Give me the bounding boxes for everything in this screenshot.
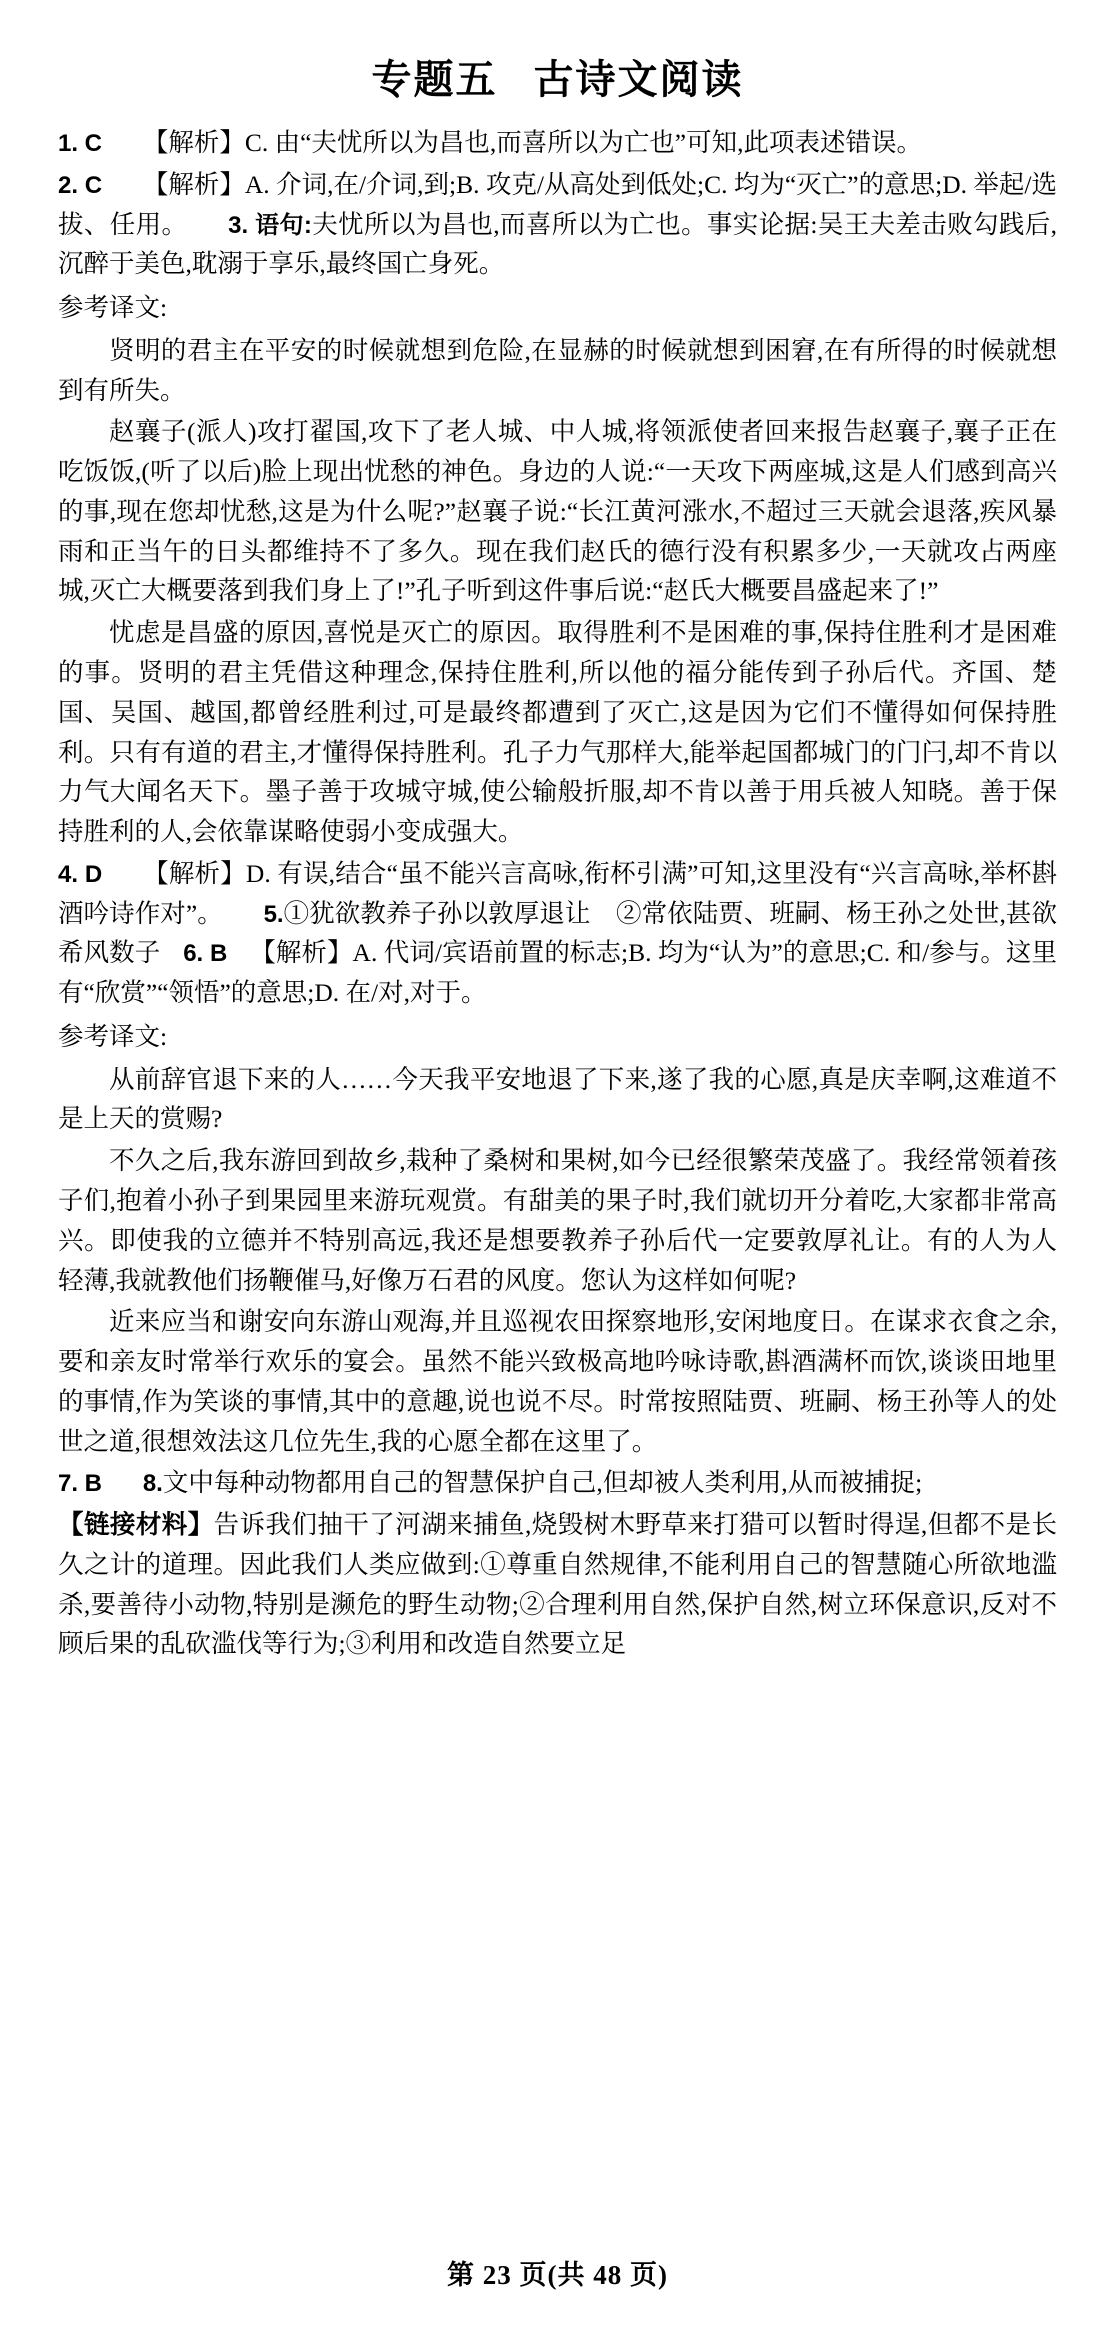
linked-material-label: 【链接材料】 <box>58 1510 214 1540</box>
answer-number-6: 6. B <box>183 940 228 968</box>
answer-text-4: 【解析】D. 有误,结合“虽不能兴言高咏,衔杯引满”可知,这里没有“兴言高咏,举杯斟酒吟诗作对”。 <box>58 858 1057 928</box>
answer-text-5: ①犹欲教养子孙以敦厚退让 ②常依陆贾、班嗣、杨王孙之处世,甚欲希风数子 <box>58 898 1057 968</box>
page-title-sub: 古诗文阅读 <box>533 57 744 102</box>
answer-number-1: 1. C <box>58 130 103 157</box>
answer-item-7 <box>58 1463 1057 1503</box>
answer-item-2 <box>58 165 1057 284</box>
translation-1-para-1: 贤明的君主在平安的时候就想到危险,在显赫的时候就想到困窘,在有所得的时候就想到有所失。 <box>58 335 1057 405</box>
translation-1-para-2: 赵襄子(派人)攻打翟国,攻下了老人城、中人城,将领派使者回来报告赵襄子,襄子正在吃饭饭,(听了以后)脸上现出忧愁的神色。身边的人说:“一天攻下两座城,这是人们感到高兴的事,现在您却忧愁,这是为什么呢?”赵襄子说:“长江黄河涨水,不超过三天就会退落,疾风暴雨和正当午的日头都维持不了多久。现在我们赵氏的德行没有积累多少,一天就攻占两座城,灭亡大概要落到我们身上了!”孔子听到这件事后说:“赵氏大概要昌盛起来了!” <box>58 417 1057 606</box>
translation-2-para-3: 近来应当和谢安向东游山观海,并且巡视农田探察地形,安闲地度日。在谋求衣食之余,要和亲友时常举行欢乐的宴会。虽然不能兴致极高地吟咏诗歌,斟酒满杯而饮,谈谈田地里的事情,作为笑谈的事情,其中的意趣,说也说不尽。时常按照陆贾、班嗣、杨王孙等人的处世之道,很想效法这几位先生,我的心愿全都在这里了。 <box>58 1307 1057 1456</box>
reference-translation-label-2: 参考译文: <box>58 1021 168 1051</box>
answer-text-1: 【解析】C. 由“夫忧所以为昌也,而喜所以为亡也”可知,此项表述错误。 <box>142 128 922 157</box>
page-footer: 第 23 页(共 48 页) <box>447 2260 668 2290</box>
translation-2-para-1: 从前辞官退下来的人……今天我平安地退了下来,遂了我的心愿,真是庆幸啊,这难道不是上天的赏赐? <box>58 1064 1057 1134</box>
answer-text-3: 夫忧所以为昌也,而喜所以为亡也。事实论据:吴王夫差击败勾践后,沉醉于美色,耽溺于享乐,最终国亡身死。 <box>58 209 1057 279</box>
answer-number-4: 4. D <box>58 860 103 888</box>
answer-number-2: 2. C <box>58 171 103 199</box>
answer-number-7: 7. B <box>58 1470 103 1498</box>
answer-item-1 <box>58 123 1057 163</box>
linked-material-paragraph <box>58 1505 1057 1664</box>
linked-material-text: 告诉我们抽干了河湖来捕鱼,烧毁树木野草来打猎可以暂时得逞,但都不是长久之计的道理。因此我们人类应做到:①尊重自然规律,不能利用自己的智慧随心所欲地滥杀,要善待小动物,特别是濒危的野生动物;②合理利用自然,保护自然,树立环保意识,反对不顾后果的乱砍滥伐等行为;③利用和改造自然要立足 <box>58 1510 1057 1659</box>
reference-translation-label-1: 参考译文: <box>58 293 168 323</box>
answer-number-5: 5. <box>263 900 284 928</box>
answer-number-8: 8. <box>142 1470 163 1498</box>
translation-2-para-2: 不久之后,我东游回到故乡,栽种了桑树和果树,如今已经很繁荣茂盛了。我经常领着孩子们,抱着小孙子到果园里来游玩观赏。有甜美的果子时,我们就切开分着吃,大家都非常高兴。即使我的立德并不特别高远,我还是想要教养子孙后代一定要敦厚礼让。有的人为人轻薄,我就教他们扬鞭催马,好像万石君的风度。您认为这样如何呢? <box>58 1146 1057 1295</box>
answer-text-6: 【解析】A. 代词/宾语前置的标志;B. 均为“认为”的意思;C. 和/参与。这里有“欣赏”“领悟”的意思;D. 在/对,对于。 <box>58 938 1057 1008</box>
answer-item-4 <box>58 854 1057 1013</box>
answer-text-2: 【解析】A. 介词,在/介词,到;B. 攻克/从高处到低处;C. 均为“灭亡”的意思;D. 举起/选拔、任用。 <box>58 169 1057 239</box>
answer-number-3: 3. 语句: <box>228 211 312 239</box>
translation-1-para-3: 忧虑是昌盛的原因,喜悦是灭亡的原因。取得胜利不是困难的事,保持住胜利才是困难的事。贤明的君主凭借这种理念,保持住胜利,所以他的福分能传到子孙后代。齐国、楚国、吴国、越国,都曾经胜利过,可是最终都遭到了灭亡,这是因为它们不懂得如何保持胜利。只有有道的君主,才懂得保持胜利。孔子力气那样大,能举起国都城门的门闩,却不肯以力气大闻名天下。墨子善于攻城守城,使公输般折服,却不肯以善于用兵被人知晓。善于保持胜利的人,会依靠谋略使弱小变成强大。 <box>58 618 1057 847</box>
answer-text-8: 文中每种动物都用自己的智慧保护自己,但却被人类利用,从而被捕捉; <box>162 1468 923 1498</box>
page-title-main: 专题五 <box>371 57 498 102</box>
page-title <box>58 48 1057 105</box>
